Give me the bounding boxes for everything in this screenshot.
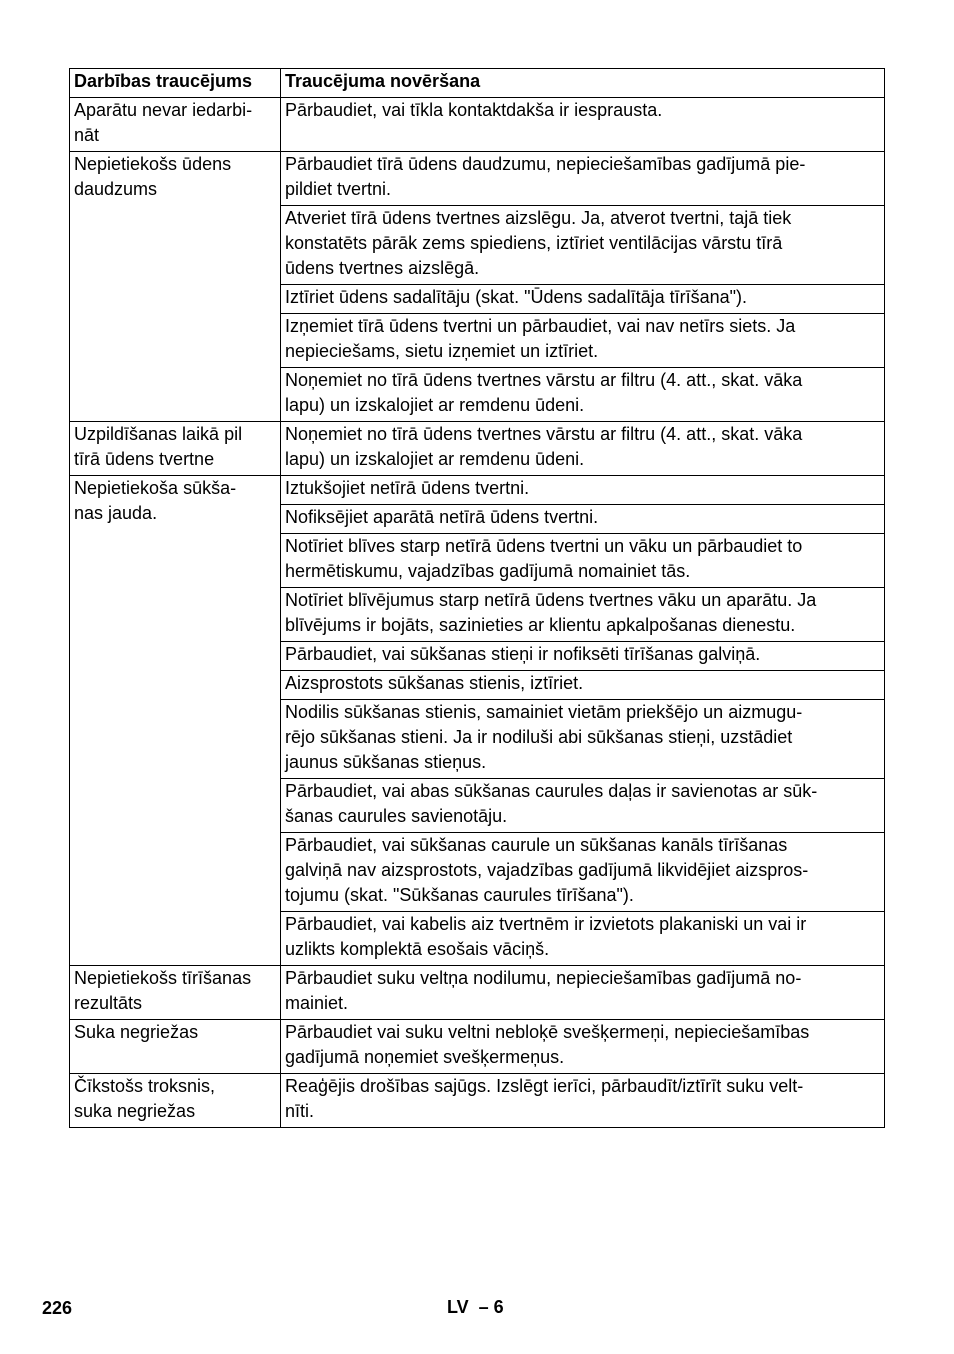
remedy-cell: Pārbaudiet, vai tīkla kontaktdakša ir iesprausta. bbox=[281, 98, 885, 152]
table-row bbox=[70, 966, 885, 1020]
remedy-cell: Notīriet blīvējumus starp netīrā ūdens tvertnes vāku un aparātu. Ja blīvējums ir bojāts, sazinieties ar klientu apkalpošanas dienestu. bbox=[281, 588, 885, 642]
remedy-cell: Pārbaudiet, vai sūkšanas caurule un sūkšanas kanāls tīrīšanas galviņā nav aizsprostots, vajadzības gadījumā likvidējiet aizspros- tojumu (skat. "Sūkšanas caurules tīrīšana"). bbox=[281, 833, 885, 912]
problem-cell: Uzpildīšanas laikā pil tīrā ūdens tvertne bbox=[70, 422, 281, 476]
problem-cell: Čīkstošs troksnis, suka negriežas bbox=[70, 1074, 281, 1128]
remedy-cell: Nodilis sūkšanas stienis, samainiet vietām priekšējo un aizmugu- rējo sūkšanas stieni. Ja ir nodiluši abi sūkšanas stieņi, uzstādiet jaunus sūkšanas stieņus. bbox=[281, 700, 885, 779]
language-page-label: LV – 6 bbox=[447, 1297, 504, 1317]
remedy-cell: Noņemiet no tīrā ūdens tvertnes vārstu ar filtru (4. att., skat. vāka lapu) un izskalojiet ar remdenu ūdeni. bbox=[281, 422, 885, 476]
remedy-cell: Izņemiet tīrā ūdens tvertni un pārbaudiet, vai nav netīrs siets. Ja nepieciešams, sietu izņemiet un iztīriet. bbox=[281, 314, 885, 368]
problem-cell: Suka negriežas bbox=[70, 1020, 281, 1074]
table-row bbox=[70, 98, 885, 152]
remedy-cell: Aizsprostots sūkšanas stienis, iztīriet. bbox=[281, 671, 885, 700]
table-row bbox=[70, 422, 885, 476]
remedy-cell: Pārbaudiet, vai sūkšanas stieņi ir nofiksēti tīrīšanas galviņā. bbox=[281, 642, 885, 671]
remedy-cell: Iztīriet ūdens sadalītāju (skat. "Ūdens sadalītāja tīrīšana"). bbox=[281, 285, 885, 314]
remedy-cell: Pārbaudiet, vai abas sūkšanas caurules daļas ir savienotas ar sūk- šanas caurules savienotāju. bbox=[281, 779, 885, 833]
table-header-row bbox=[70, 69, 885, 98]
remedy-cell: Pārbaudiet vai suku veltni nebloķē svešķermeņi, nepieciešamības gadījumā noņemiet svešķermeņus. bbox=[281, 1020, 885, 1074]
remedy-cell: Notīriet blīves starp netīrā ūdens tvertni un vāku un pārbaudiet to hermētiskumu, vajadzības gadījumā nomainiet tās. bbox=[281, 534, 885, 588]
troubleshooting-table bbox=[69, 68, 885, 1128]
problem-cell: Nepietiekošs tīrīšanas rezultāts bbox=[70, 966, 281, 1020]
column-header-remedy: Traucējuma novēršana bbox=[281, 69, 885, 98]
table-row bbox=[70, 152, 885, 206]
remedy-cell: Pārbaudiet tīrā ūdens daudzumu, nepieciešamības gadījumā pie- pildiet tvertni. bbox=[281, 152, 885, 206]
table-row bbox=[70, 476, 885, 505]
table-row bbox=[70, 1074, 885, 1128]
problem-cell: Aparātu nevar iedarbi- nāt bbox=[70, 98, 281, 152]
table-row bbox=[70, 1020, 885, 1074]
remedy-cell: Nofiksējiet aparātā netīrā ūdens tvertni. bbox=[281, 505, 885, 534]
problem-cell: Nepietiekošs ūdens daudzums bbox=[70, 152, 281, 422]
remedy-cell: Atveriet tīrā ūdens tvertnes aizslēgu. Ja, atverot tvertni, tajā tiek konstatēts pārāk zems spiediens, iztīriet ventilācijas vārstu tīrā ūdens tvertnes aizslēgā. bbox=[281, 206, 885, 285]
remedy-cell: Noņemiet no tīrā ūdens tvertnes vārstu ar filtru (4. att., skat. vāka lapu) un izskalojiet ar remdenu ūdeni. bbox=[281, 368, 885, 422]
remedy-cell: Iztukšojiet netīrā ūdens tvertni. bbox=[281, 476, 885, 505]
column-header-problem: Darbības traucējums bbox=[70, 69, 281, 98]
remedy-cell: Reaģējis drošības sajūgs. Izslēgt ierīci, pārbaudīt/iztīrīt suku velt- nīti. bbox=[281, 1074, 885, 1128]
page-number: 226 bbox=[42, 1298, 73, 1318]
problem-cell: Nepietiekoša sūkša- nas jauda. bbox=[70, 476, 281, 966]
remedy-cell: Pārbaudiet, vai kabelis aiz tvertnēm ir izvietots plakaniski un vai ir uzlikts komplektā esošais vāciņš. bbox=[281, 912, 885, 966]
remedy-cell: Pārbaudiet suku veltņa nodilumu, nepieciešamības gadījumā no- mainiet. bbox=[281, 966, 885, 1020]
